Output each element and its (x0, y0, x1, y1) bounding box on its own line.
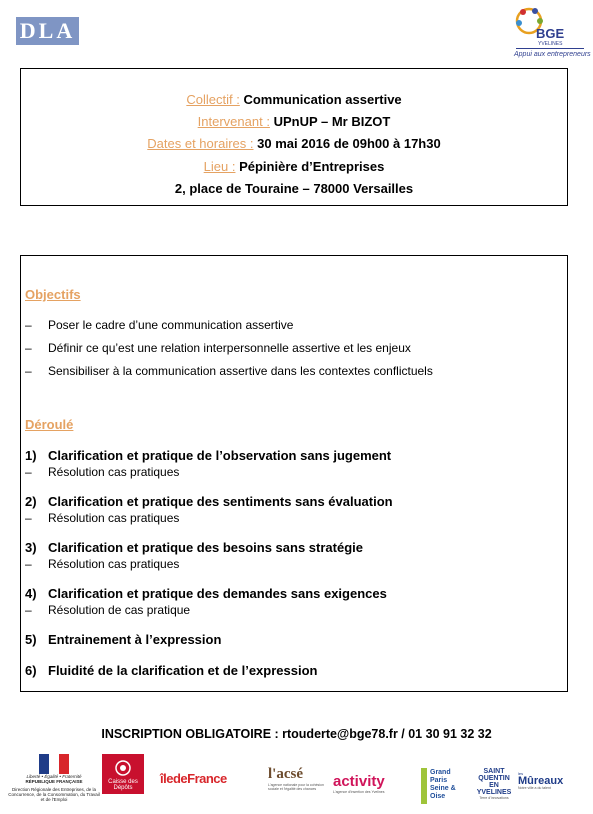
session-info-box (20, 68, 568, 206)
bge-logo-tagline: Appui aux entrepreneurs (514, 51, 591, 58)
sqy-logo (474, 768, 514, 800)
step-sub-text: Résolution cas pratiques (48, 465, 180, 479)
objectifs-title: Objectifs (25, 287, 81, 302)
caisse-des-depots-logo (102, 754, 144, 794)
step-number: 6) (25, 663, 37, 678)
dates-label: Dates et horaires : (147, 136, 254, 151)
objectif-item (25, 364, 433, 378)
step-sub-item (25, 603, 190, 617)
dash-bullet-icon: – (25, 341, 32, 355)
dash-bullet-icon: – (25, 603, 32, 617)
caisse-emblem-icon (114, 759, 132, 777)
gpso-side-bar (421, 768, 427, 804)
caisse-text: Caisse des Dépôts (108, 779, 138, 791)
direccte-caption: Direction Régionale des Entreprises, de la Concurrence, de la Consommation, du Travail et de l'Emploi (8, 787, 100, 802)
les-mureaux-logo (518, 771, 578, 790)
step-sub-item (25, 557, 179, 571)
deroule-title: Déroulé (25, 417, 74, 432)
address-line: 2, place de Touraine – 78000 Versailles (174, 181, 414, 196)
step-number: 1) (25, 448, 37, 463)
activity-caption: L'agence d'insertion des Yvelines (333, 790, 385, 794)
step-text: Entrainement à l’expression (48, 632, 222, 647)
step-title (25, 448, 391, 463)
objectif-item (25, 318, 293, 332)
step-sub-text: Résolution cas pratiques (48, 511, 180, 525)
gpso-logo (415, 768, 465, 804)
dates-line (21, 136, 567, 151)
program-box (20, 255, 568, 692)
step-number: 3) (25, 540, 37, 555)
lieu-line (21, 159, 567, 174)
objectif-text: Poser le cadre d’une communication assertive (48, 318, 294, 332)
step-title (25, 540, 363, 555)
dash-bullet-icon: – (25, 318, 32, 332)
sqy-text: SAINT QUENTIN EN YVELINES (476, 768, 512, 796)
objectif-item (25, 341, 411, 355)
step-text: Clarification et pratique de l’observation sans jugement (48, 448, 392, 463)
bge-logo-text: BGE (536, 26, 565, 41)
collectif-line (21, 92, 567, 107)
step-title (25, 632, 221, 647)
bge-logo-subtitle: YVELINES (538, 41, 563, 47)
bge-logo-divider (516, 48, 584, 49)
mureaux-caption: Notre ville a du talent (518, 786, 551, 790)
inscription-line: INSCRIPTION OBLIGATOIRE : rtouderte@bge78.fr / 01 30 91 32 32 (101, 727, 492, 741)
dash-bullet-icon: – (25, 511, 32, 525)
step-text: Clarification et pratique des demandes sans exigences (48, 586, 387, 601)
dla-logo: DLA (16, 17, 79, 45)
step-text: Clarification et pratique des besoins sans stratégie (48, 540, 363, 555)
intervenant-label: Intervenant : (197, 114, 270, 129)
gpso-text: Grand Paris Seine & Oise (430, 769, 456, 800)
dash-bullet-icon: – (25, 364, 32, 378)
acse-text: l'acsé (268, 766, 303, 782)
activity-text: activity (333, 773, 385, 790)
step-sub-text: Résolution cas pratiques (48, 557, 180, 571)
step-sub-item (25, 465, 179, 479)
lieu-label: Lieu : (203, 159, 236, 174)
gpso-side-text: URBAINE (415, 775, 421, 794)
step-title (25, 586, 387, 601)
republique-title: RÉPUBLIQUE FRANÇAISE (25, 779, 83, 784)
acse-logo (268, 766, 324, 791)
objectif-text: Définir ce qu’est une relation interpersonnelle assertive et les enjeux (48, 341, 411, 355)
intervenant-value: UPnUP – Mr BIZOT (273, 114, 391, 129)
republique-motto: Liberté • Égalité • Fraternité (26, 774, 82, 779)
lieu-value: Pépinière d’Entreprises (239, 159, 385, 174)
bge-logo (512, 6, 591, 64)
activity-logo (333, 773, 411, 794)
step-title (25, 663, 317, 678)
step-number: 5) (25, 632, 37, 647)
mureaux-prefix: les (518, 771, 524, 776)
sqy-caption: Terre d'innovations (479, 796, 509, 800)
dates-value: 30 mai 2016 de 09h00 à 17h30 (257, 136, 441, 151)
objectif-text: Sensibiliser à la communication assertive dans les contextes conflictuels (48, 364, 433, 378)
acse-caption: L'agence nationale pour la cohésion sociale et l'égalité des chances (268, 783, 324, 791)
mureaux-text: Mûreaux (518, 775, 564, 787)
step-sub-item (25, 511, 179, 525)
step-number: 2) (25, 494, 37, 509)
step-text: Clarification et pratique des sentiments sans évaluation (48, 494, 393, 509)
step-text: Fluidité de la clarification et de l’expression (48, 663, 318, 678)
iledefrance-text: îledeFrance (160, 771, 227, 786)
dash-bullet-icon: – (25, 557, 32, 571)
collectif-value: Communication assertive (243, 92, 402, 107)
step-title (25, 494, 393, 509)
collectif-label: Collectif : (186, 92, 240, 107)
iledefrance-logo (160, 771, 227, 786)
step-number: 4) (25, 586, 37, 601)
republique-francaise-logo (8, 754, 100, 802)
step-sub-text: Résolution de cas pratique (48, 603, 191, 617)
intervenant-line (21, 114, 567, 129)
dash-bullet-icon: – (25, 465, 32, 479)
marianne-icon (39, 754, 69, 774)
